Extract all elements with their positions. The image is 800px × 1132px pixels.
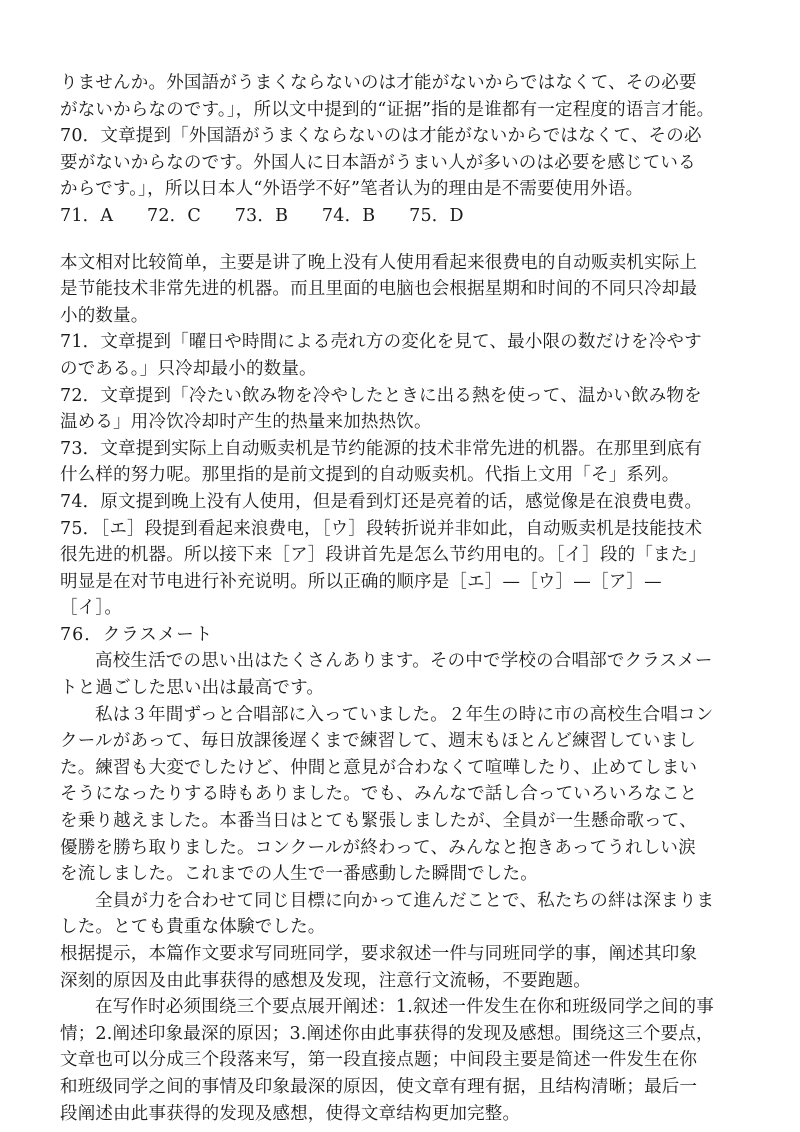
text-line: 什么样的努力呢。那里指的是前文提到的自动贩卖机。代指上文用「そ」系列。 xyxy=(60,465,680,486)
answer-74: 74．B xyxy=(321,205,376,226)
analysis-paragraph: 在写作时必须围绕三个要点展开阐述：1.叙述一件发生在你和班级同学之间的事 xyxy=(95,997,714,1018)
answer-75: 75．D xyxy=(409,205,464,226)
text-line: 優勝を勝ち取りました。コンクールが終わって、みんなと抱きあってうれしい涙 xyxy=(60,837,696,858)
text-line: からです。」，所以日本人“外语学不好”笔者认为的理由是不需要使用外语。 xyxy=(60,179,644,200)
answer-73: 73．B xyxy=(234,205,289,226)
answer-key xyxy=(60,203,755,230)
text-line: 很先进的机器。所以接下来［ア］段讲首先是怎么节约用电的。［イ］段的「また」 xyxy=(60,545,707,566)
essay-analysis: 根据提示，本篇作文要求写同班同学，要求叙述一件与同班同学的事，阐述其印象 xyxy=(60,944,698,964)
text-line: を乗り越えました。本番当日はとても緊張しましたが、全員が一生懸命歌って、 xyxy=(60,811,697,832)
document-page xyxy=(60,70,755,1127)
text-line: そうになったりする時もありました。でも、みんなで話し合っていろいろなこと xyxy=(60,784,698,805)
text-line: 段阐述由此事获得的发现及感想，使得文章结构更加完整。 xyxy=(60,1103,521,1124)
text-line: した。とても貴重な体験でした。 xyxy=(60,917,326,938)
question-72: 72．文章提到「冷たい飲み物を冷やしたときに出る熱を使って、温かい飲み物を xyxy=(60,385,702,406)
question-73: 73．文章提到实际上自动贩卖机是节约能源的技术非常先进的机器。在那里到底有 xyxy=(60,438,703,459)
essay-paragraph: 全員が力を合わせて同じ目標に向かって進んだことで、私たちの絆は深まりま xyxy=(95,890,715,911)
essay-paragraph: 高校生活での思い出はたくさんあります。その中で学校の合唱部でクラスメー xyxy=(95,651,713,672)
text-line: 情；2.阐述印象最深的原因；3.阐述你由此事获得的发现及感想。围绕这三个要点， xyxy=(60,1023,714,1044)
question-70: 70．文章提到「外国語がうまくならないのは才能がないからではなくて、その必 xyxy=(60,126,702,147)
spacer xyxy=(60,230,755,250)
text-line: 温める」用冷饮冷却时产生的热量来加热热饮。 xyxy=(60,412,432,433)
text-line: 要がないからなのです。外国人に日本語がうまい人が多いのは必要を感じている xyxy=(60,152,696,173)
text-line: がないからなのです。」，所以文中提到的“证据”指的是谁都有一定程度的语言才能。 xyxy=(60,99,715,120)
answer-72: 72．C xyxy=(146,205,201,226)
text-line: クールがあって、毎日放課後遅くまで練習して、週末もほとんど練習していまし xyxy=(60,731,696,752)
text-line: 小的数量。 xyxy=(60,305,149,326)
essay-paragraph: 私は３年間ずっと合唱部に入っていました。２年生の時に市の高校生合唱コン xyxy=(95,704,714,725)
essay-title: 76．クラスメート xyxy=(60,624,214,645)
text-line: を流しました。これまでの人生で一番感動した瞬間でした。 xyxy=(60,864,538,885)
question-74: 74．原文提到晚上没有人使用，但是看到灯还是亮着的话，感觉像是在浪费电费。 xyxy=(60,491,703,512)
answer-71: 71．A xyxy=(60,205,114,226)
text-line: 明显是在对节电进行补充说明。所以正确的顺序是［エ］—［ウ］—［ア］— xyxy=(60,571,662,592)
question-75: 75．［エ］段提到看起来浪费电，［ウ］段转折说并非如此，自动贩卖机是技能技术 xyxy=(60,518,703,539)
text-line: 文章也可以分成三个段落来写，第一段直接点题；中间段主要是简述一件发生在你 xyxy=(60,1050,698,1071)
text-line: ［イ］。 xyxy=(60,598,123,619)
question-71: 71．文章提到「曜日や時間による売れ方の変化を見て、最小限の数だけを冷やす xyxy=(60,332,702,353)
text-line: トと過ごした思い出は最高です。 xyxy=(60,678,325,699)
text-line: のである。」只冷却最小的数量。 xyxy=(60,358,317,379)
text-line: 是节能技术非常先进的机器。而且里面的电脑也会根据星期和时间的不同只冷却最 xyxy=(60,279,698,300)
text-line: りませんか。外国語がうまくならないのは才能がないからではなくて、その必要 xyxy=(60,73,697,93)
text-line: 深刻的原因及由此事获得的感想及发现，注意行文流畅，不要跑题。 xyxy=(60,970,591,991)
passage-summary: 本文相对比较简单，主要是讲了晚上没有人使用看起来很费电的自动贩卖机实际上 xyxy=(60,252,698,273)
text-line: た。練習も大変でしたけど、仲間と意見が合わなくて喧嘩したり、止めてしまい xyxy=(60,757,698,778)
text-line: 和班级同学之间的事情及印象最深的原因，使文章有理有据，且结构清晰；最后一 xyxy=(60,1076,698,1097)
